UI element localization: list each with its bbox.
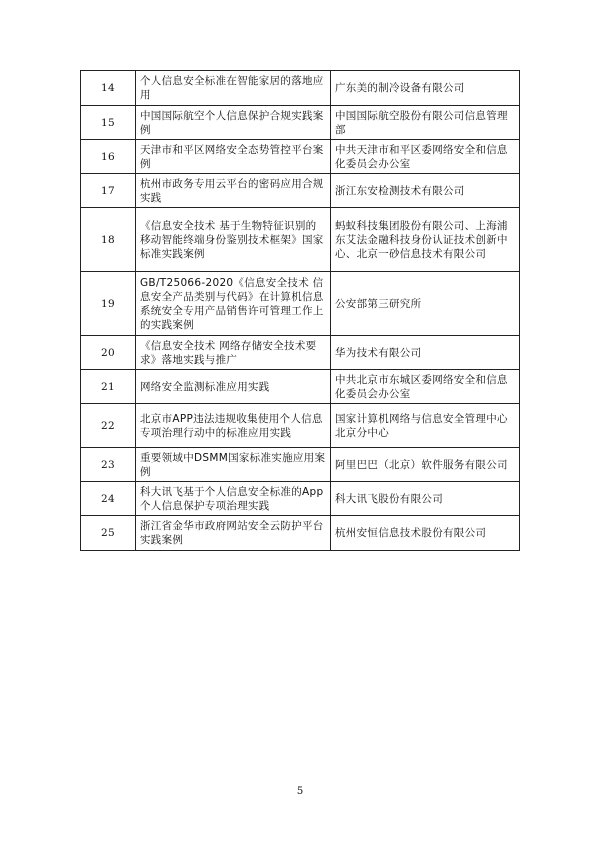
case-name: 《信息安全技术 网络存储安全技术要求》落地实践与推广 <box>136 336 331 370</box>
row-number: 14 <box>81 71 136 106</box>
row-number: 21 <box>81 370 136 404</box>
table-row <box>81 448 520 482</box>
case-name: 科大讯飞基于个人信息安全标准的App个人信息保护专项治理实践 <box>136 482 331 516</box>
case-name: 《信息安全技术 基于生物特征识别的移动智能终端身份鉴别技术框架》国家标准实践案例 <box>136 208 331 272</box>
page-number: 5 <box>296 786 304 797</box>
organization: 中国国际航空股份有限公司信息管理部 <box>331 106 520 140</box>
table-row <box>81 516 520 551</box>
row-number: 23 <box>81 448 136 482</box>
row-number: 22 <box>81 404 136 448</box>
row-number: 20 <box>81 336 136 370</box>
organization: 阿里巴巴（北京）软件服务有限公司 <box>331 448 520 482</box>
organization: 科大讯飞股份有限公司 <box>331 482 520 516</box>
case-name: 北京市APP违法违规收集使用个人信息专项治理行动中的标准应用实践 <box>136 404 331 448</box>
table-row <box>81 106 520 140</box>
organization: 杭州安恒信息技术股份有限公司 <box>331 516 520 551</box>
row-number: 18 <box>81 208 136 272</box>
row-number: 17 <box>81 174 136 208</box>
table-row <box>81 208 520 272</box>
organization: 国家计算机网络与信息安全管理中心北京分中心 <box>331 404 520 448</box>
table-row <box>81 404 520 448</box>
table-row <box>81 140 520 174</box>
case-name: 杭州市政务专用云平台的密码应用合规实践 <box>136 174 331 208</box>
table-row <box>81 482 520 516</box>
case-name: 天津市和平区网络安全态势管控平台案例 <box>136 140 331 174</box>
row-number: 25 <box>81 516 136 551</box>
case-name: 网络安全监测标准应用实践 <box>136 370 331 404</box>
organization: 蚂蚁科技集团股份有限公司、上海浦东艾法金融科技身份认证技术创新中心、北京一砂信息技术有限公司 <box>331 208 520 272</box>
case-name: 浙江省金华市政府网站安全云防护平台实践案例 <box>136 516 331 551</box>
case-name: 个人信息安全标准在智能家居的落地应用 <box>136 71 331 106</box>
organization: 广东美的制冷设备有限公司 <box>331 71 520 106</box>
organization: 中共北京市东城区委网络安全和信息化委员会办公室 <box>331 370 520 404</box>
case-name: GB/T25066-2020《信息安全技术 信息安全产品类别与代码》在计算机信息系统安全专用产品销售许可管理工作上的实践案例 <box>136 272 331 336</box>
table-row <box>81 272 520 336</box>
case-name: 重要领域中DSMM国家标准实施应用案例 <box>136 448 331 482</box>
table-row <box>81 174 520 208</box>
table-row <box>81 71 520 106</box>
row-number: 19 <box>81 272 136 336</box>
organization: 公安部第三研究所 <box>331 272 520 336</box>
row-number: 24 <box>81 482 136 516</box>
row-number: 16 <box>81 140 136 174</box>
case-name: 中国国际航空个人信息保护合规实践案例 <box>136 106 331 140</box>
row-number: 15 <box>81 106 136 140</box>
organization: 华为技术有限公司 <box>331 336 520 370</box>
table-row <box>81 336 520 370</box>
organization: 浙江东安检测技术有限公司 <box>331 174 520 208</box>
case-table <box>80 70 520 551</box>
organization: 中共天津市和平区委网络安全和信息化委员会办公室 <box>331 140 520 174</box>
table-row <box>81 370 520 404</box>
